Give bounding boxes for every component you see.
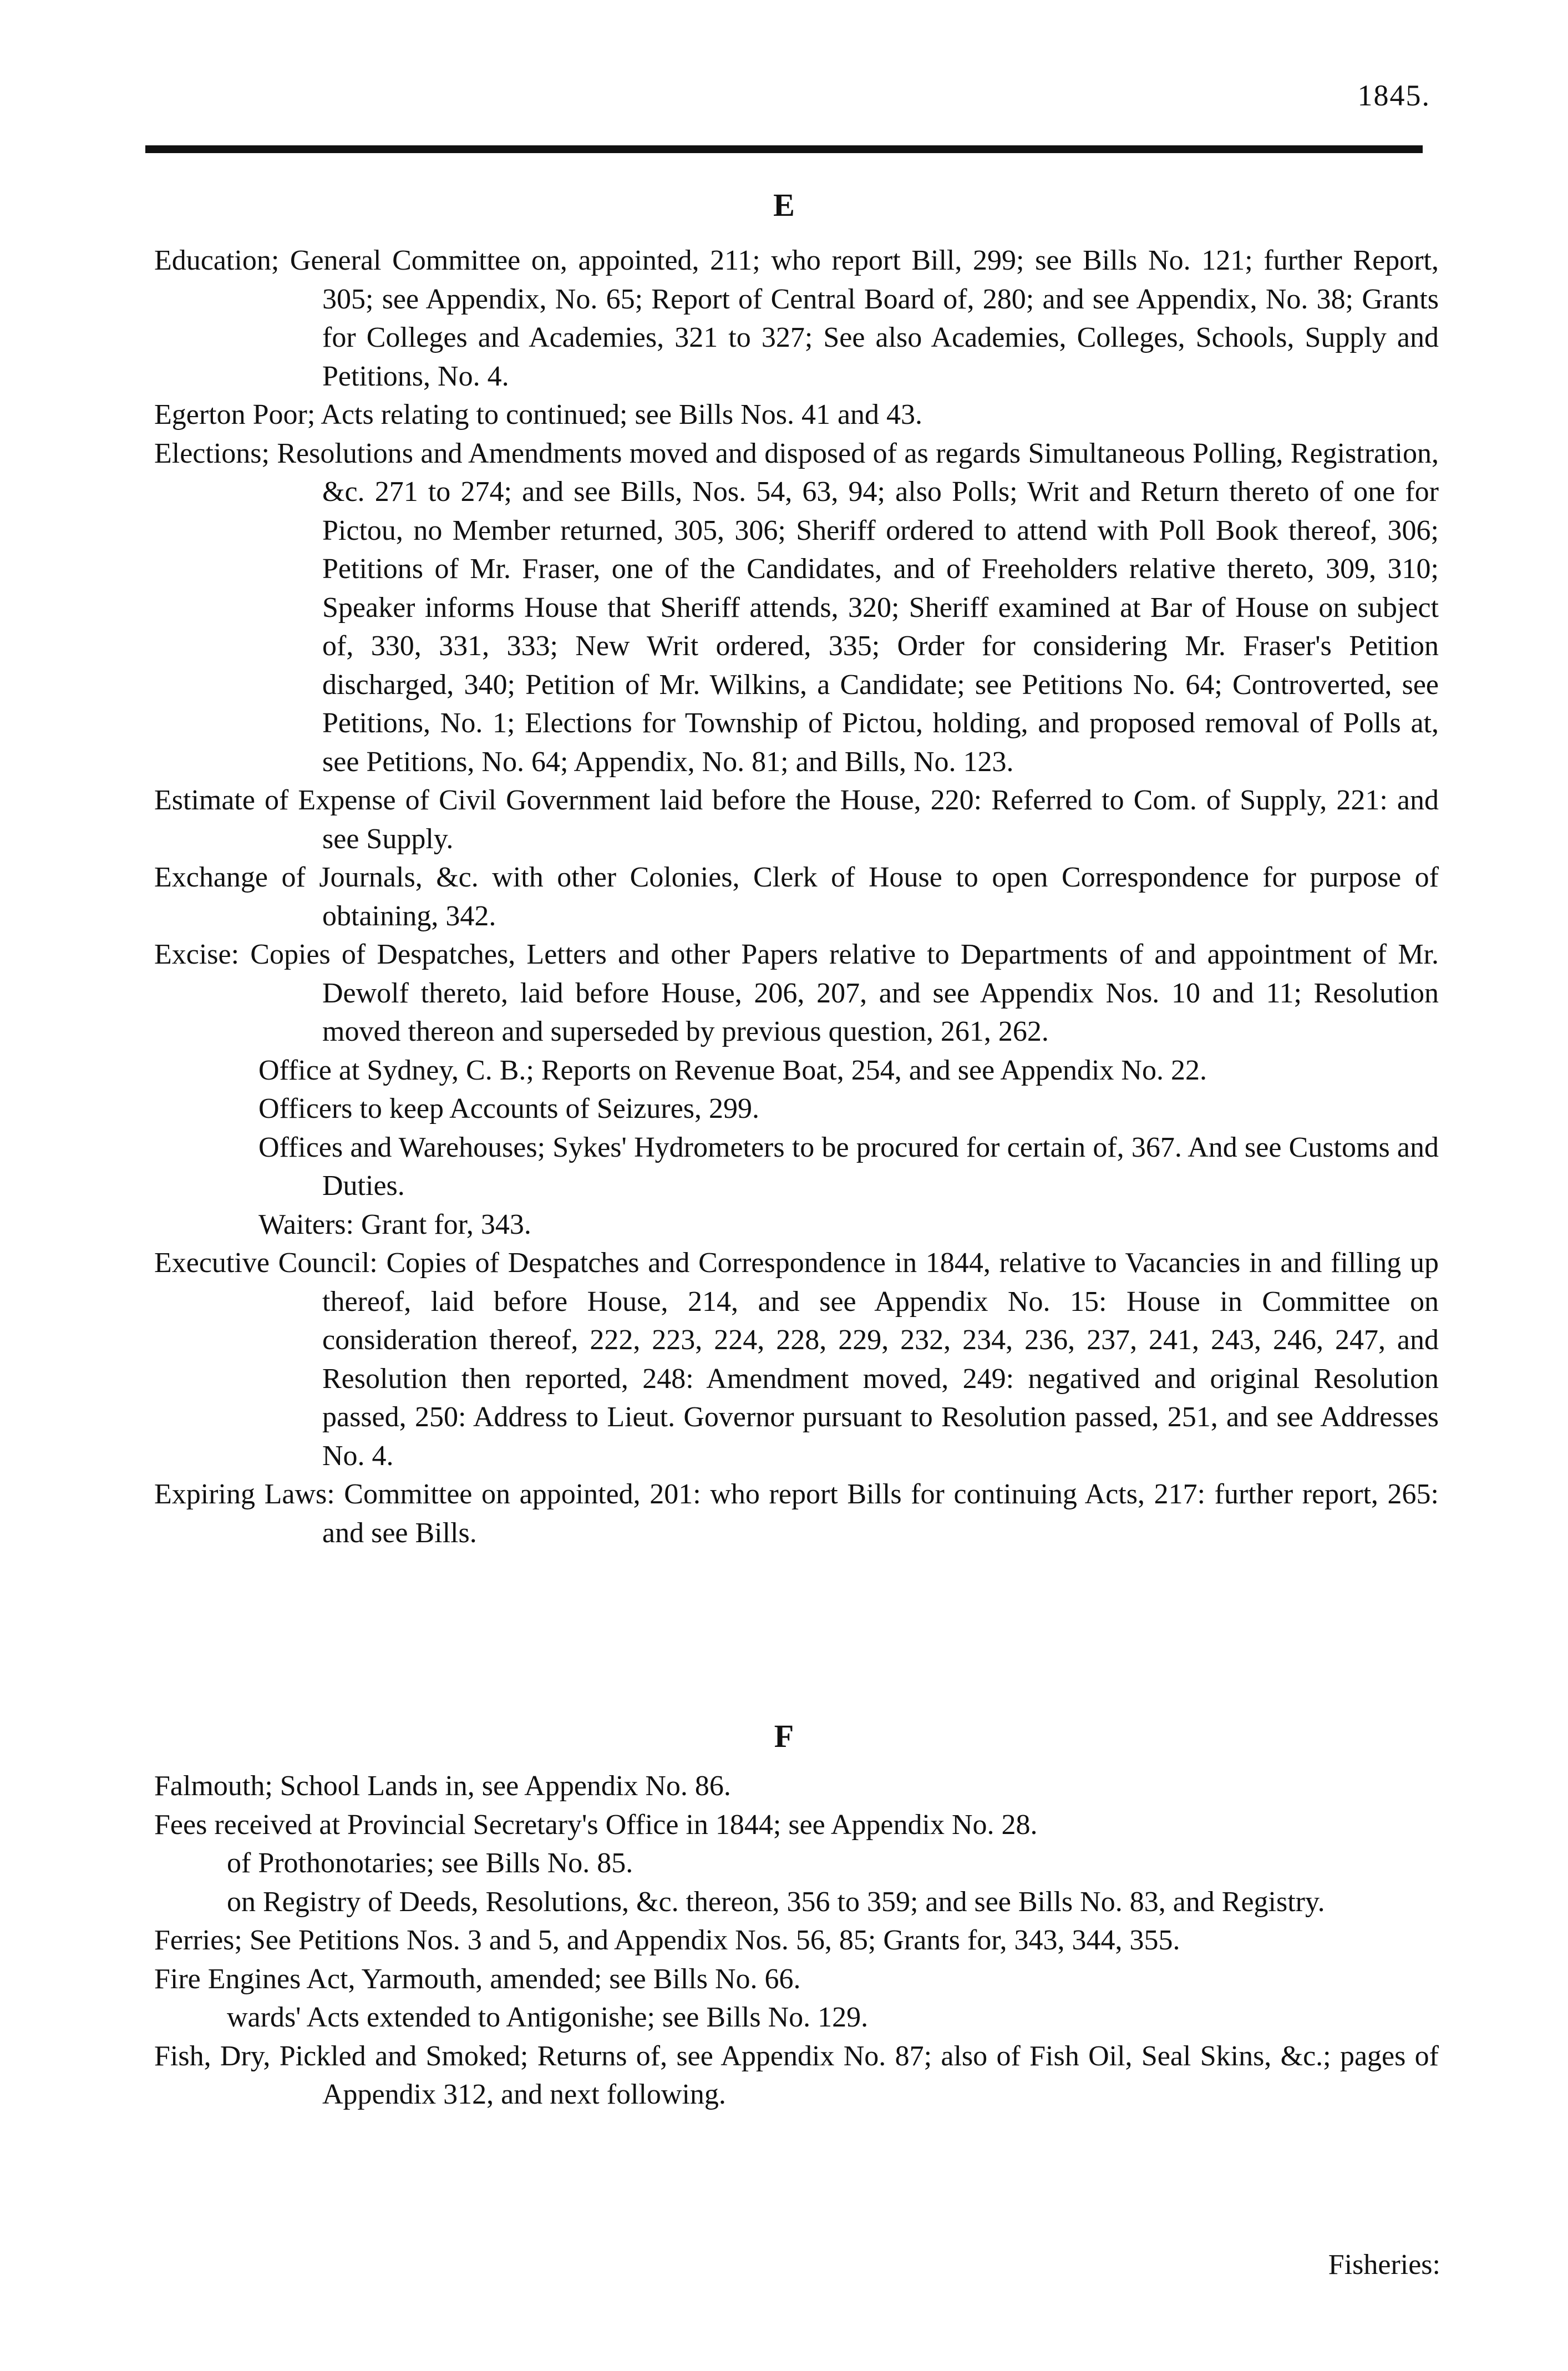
index-entry: Fire Engines Act, Yarmouth, amended; see Bills No. 66. — [154, 1963, 801, 1995]
index-entry: Exchange of Journals, &c. with other Colonies, Clerk of House to open Correspondence for purpose of obtaining, 342. — [154, 862, 1439, 932]
index-entry: Excise: Copies of Despatches, Letters and other Papers relative to Departments of and appointment of Mr. Dewolf thereto, laid before House, 206, 207, and see Appendix Nos. 10 and 11; Resolution moved thereon and superseded by previous question, 261, 262. — [154, 939, 1439, 1047]
index-subentry: Offices and Warehouses; Sykes' Hydrometers to be procured for certain of, 367. And see Customs and Duties. — [258, 1131, 1439, 1202]
header-rule — [145, 145, 1423, 153]
index-subentry: on Registry of Deeds, Resolutions, &c. thereon, 356 to 359; and see Bills No. 83, and Registry. — [227, 1886, 1325, 1918]
index-entry: Egerton Poor; Acts relating to continued; see Bills Nos. 41 and 43. — [154, 399, 923, 430]
index-subentry: of Prothonotaries; see Bills No. 85. — [227, 1847, 633, 1879]
index-entry: Ferries; See Petitions Nos. 3 and 5, and Appendix Nos. 56, 85; Grants for, 343, 344, 355. — [154, 1924, 1180, 1956]
page-year: 1845. — [1357, 79, 1430, 112]
section-f-entries — [154, 1767, 1439, 2114]
index-entry: Executive Council: Copies of Despatches and Correspondence in 1844, relative to Vacancies in and filling up thereof, laid before House, 214, and see Appendix No. 15: House in Committee on consideration thereof, 222, 223, 224, 228, 229, 232, 234, 236, 237, 241, 243, 246, 247, and Resolution then reported, 248: Amendment moved, 249: negatived and original Resolution passed, 250: Address to Lieut. Governor pursuant to Resolution passed, 251, and see Addresses No. 4. — [154, 1247, 1439, 1472]
index-subentry: Officers to keep Accounts of Seizures, 299. — [258, 1093, 760, 1124]
index-subentry: wards' Acts extended to Antigonishe; see Bills No. 129. — [227, 2002, 869, 2033]
index-subentry: Waiters: Grant for, 343. — [258, 1208, 531, 1240]
catchword: Fisheries: — [1328, 2249, 1440, 2281]
index-entry: Elections; Resolutions and Amendments moved and disposed of as regards Simultaneous Polling, Registration, &c. 271 to 274; and see Bills, Nos. 54, 63, 94; also Polls; Writ and Return thereto of one for Pictou, no Member returned, 305, 306; Sheriff ordered to attend with Poll Book thereof, 306; Petitions of Mr. Fraser, one of the Candidates, and of Freeholders relative thereto, 309, 310; Speaker informs House that Sheriff attends, 320; Sheriff examined at Bar of House on subject of, 330, 331, 333; New Writ ordered, 335; Order for considering Mr. Fraser's Petition discharged, 340; Petition of Mr. Wilkins, a Candidate; see Petitions No. 64; Controverted, see Petitions, No. 1; Elections for Township of Pictou, holding, and proposed removal of Polls at, see Petitions, No. 64; Appendix, No. 81; and Bills, No. 123. — [154, 437, 1439, 778]
index-subentry: Office at Sydney, C. B.; Reports on Revenue Boat, 254, and see Appendix No. 22. — [258, 1054, 1207, 1086]
index-entry: Expiring Laws: Committee on appointed, 201: who report Bills for continuing Acts, 217: further report, 265: and see Bills. — [154, 1478, 1439, 1549]
index-entry: Fish, Dry, Pickled and Smoked; Returns of, see Appendix No. 87; also of Fish Oil, Seal Skins, &c.; pages of Appendix 312, and next following. — [154, 2040, 1439, 2110]
index-entry: Estimate of Expense of Civil Government laid before the House, 220: Referred to Com. of Supply, 221: and see Supply. — [154, 784, 1439, 855]
section-letter-e: E — [773, 187, 795, 223]
index-entry: Fees received at Provincial Secretary's Office in 1844; see Appendix No. 28. — [154, 1808, 1038, 1841]
index-entry: Education; General Committee on, appointed, 211; who report Bill, 299; see Bills No. 121; further Report, 305; see Appendix, No. 65; Report of Central Board of, 280; and see Appendix, No. 38; Grants for Colleges and Academies, 321 to 327; See also Academies, Colleges, Schools, Supply and Petitions, No. 4. — [154, 245, 1439, 392]
index-entry: Falmouth; School Lands in, see Appendix No. 86. — [154, 1770, 731, 1802]
section-e-entries — [154, 241, 1439, 1552]
section-letter-f: F — [774, 1718, 794, 1754]
